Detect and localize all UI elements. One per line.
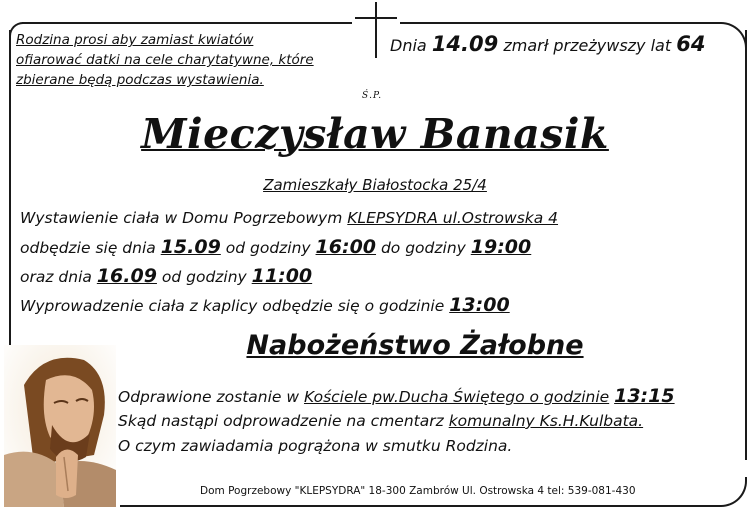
frame-corner-bottom-right — [717, 477, 747, 507]
viewing-to-time: 19:00 — [470, 236, 532, 258]
chapel-departure-text: Wyprowadzenie ciała z kaplicy odbędzie się o godzinie — [20, 297, 445, 315]
viewing-line-2 — [20, 236, 531, 258]
ceremony-line-1 — [118, 385, 675, 407]
note-line-2: ofiarować datki na cele charytatywne, które — [16, 52, 314, 68]
death-date: 14.09 — [431, 32, 499, 56]
death-prefix: Dnia — [390, 36, 427, 55]
deceased-name: Mieczysław Banasik — [141, 110, 609, 158]
frame-top-left-line — [22, 22, 352, 24]
note-line-3: zbierane będą podczas wystawienia. — [16, 72, 264, 88]
church-time: 13:15 — [614, 385, 675, 407]
cross-icon-vertical — [375, 2, 377, 58]
viewing-line-1 — [20, 209, 558, 227]
funeral-home-place: KLEPSYDRA ul.Ostrowska 4 — [347, 209, 559, 227]
sp-label: Ś.P. — [362, 91, 383, 101]
ceremony-line-3 — [118, 437, 512, 455]
cemetery-place: komunalny Ks.H.Kulbata. — [448, 412, 644, 430]
viewing-line-3 — [20, 265, 312, 287]
church-place: Kościele pw.Ducha Świętego o godzinie — [303, 388, 610, 406]
viewing-line-4 — [20, 294, 510, 316]
viewing-date-1: 15.09 — [160, 236, 221, 258]
cemetery-intro: Skąd nastąpi odprowadzenie na cmentarz — [118, 412, 444, 430]
note-line-1: Rodzina prosi aby zamiast kwiatów — [16, 32, 254, 48]
viewing-from2-label: od godziny — [161, 268, 247, 286]
viewing-from-time: 16:00 — [315, 236, 377, 258]
footer-contact: Dom Pogrzebowy "KLEPSYDRA" 18-300 Zambrów Ul. Ostrowska 4 tel: 539-081-430 — [200, 485, 636, 497]
frame-corner-top-right — [717, 22, 747, 52]
death-middle: zmarł przeżywszy lat — [503, 36, 672, 55]
viewing-text: Wystawienie ciała w Domu Pogrzebowym — [20, 209, 343, 227]
praying-figure-image — [4, 345, 116, 507]
ceremony-line-2 — [118, 412, 643, 430]
frame-top-right-line — [400, 22, 720, 24]
ceremony-intro: Odprawione zostanie w — [118, 388, 300, 406]
deceased-name-wrapper — [0, 110, 750, 158]
death-info — [390, 32, 705, 56]
death-age: 64 — [676, 32, 706, 56]
viewing-day-label: odbędzie się dnia — [20, 239, 156, 257]
family-request-note — [16, 30, 366, 90]
cross-icon-horizontal — [355, 17, 397, 19]
family-announcement: O czym zawiadamia pogrążona w smutku Rodzina. — [118, 437, 513, 455]
frame-right-line — [745, 30, 747, 460]
address: Zamieszkały Białostocka 25/4 — [263, 176, 487, 194]
frame-bottom-line — [120, 505, 720, 507]
viewing-from-label: od godziny — [225, 239, 311, 257]
viewing-to-label: do godziny — [380, 239, 466, 257]
service-heading: Nabożeństwo Żałobne — [246, 330, 584, 361]
viewing-date-2: 16.09 — [96, 265, 157, 287]
viewing-day2-label: oraz dnia — [20, 268, 92, 286]
viewing-from2-time: 11:00 — [251, 265, 313, 287]
chapel-departure-time: 13:00 — [449, 294, 510, 316]
address-wrapper — [0, 176, 750, 194]
